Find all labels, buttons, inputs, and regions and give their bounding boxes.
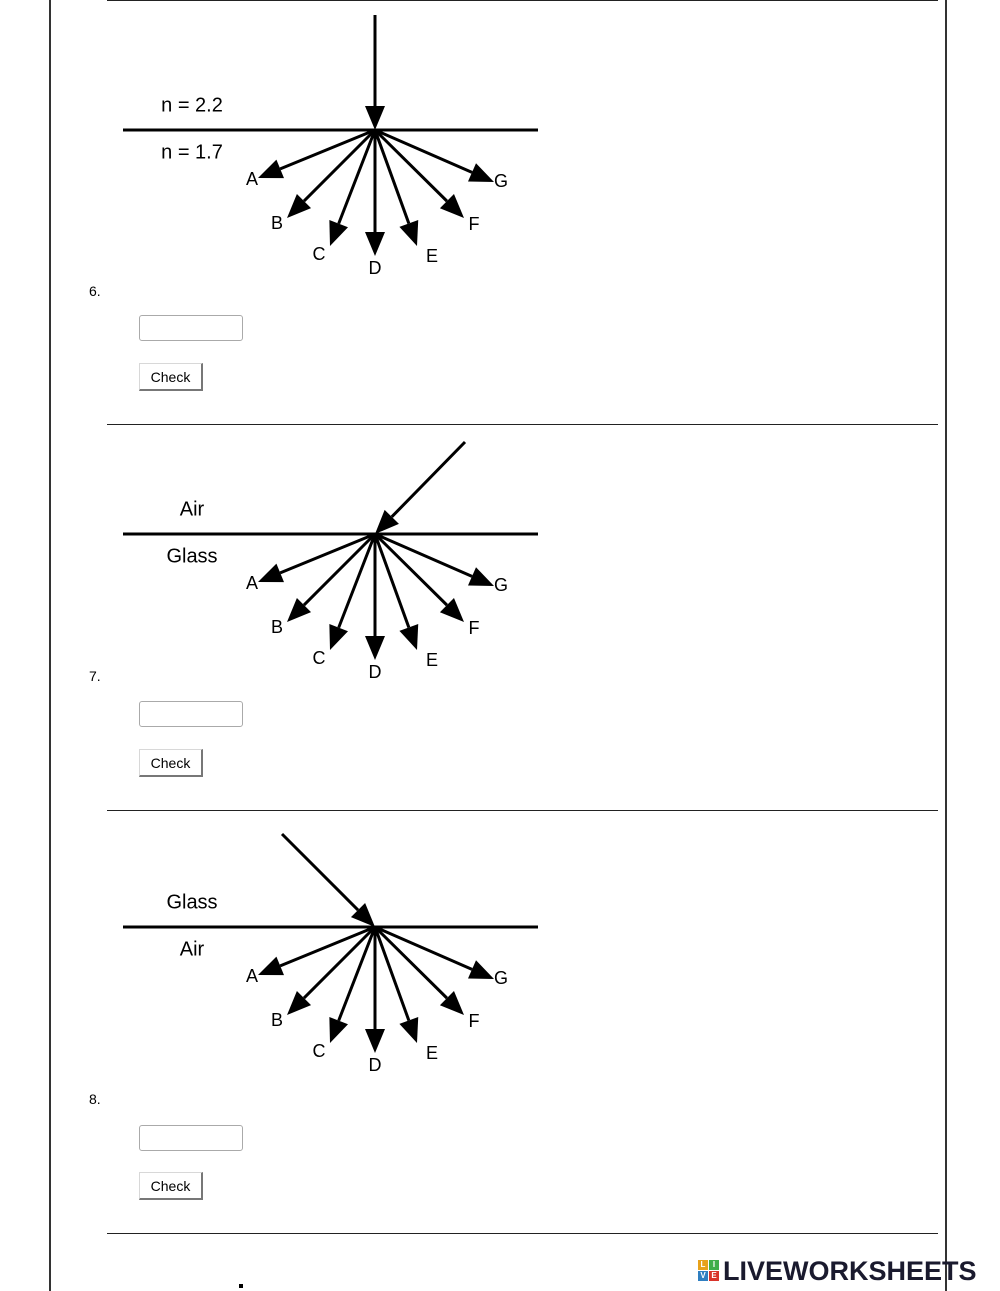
ray-option-a [258,130,375,178]
refraction-diagram-7 [120,404,545,694]
top-medium-label: n = 2.2 [161,94,223,117]
ray-label-d: D [368,1054,382,1075]
ray-label-b: B [270,212,284,233]
ray-label-e: E [425,649,439,670]
top-medium-label: Air [179,498,205,521]
liveworksheets-logo-icon [698,1260,720,1282]
logo-mark-tile: I [709,1260,719,1270]
check-button[interactable]: Check [139,749,203,777]
question-number: 8. [89,1091,101,1107]
ray-label-f: F [468,617,480,638]
ray-label-g: G [493,574,509,595]
ray-label-g: G [493,170,509,191]
logo-mark-tile: L [698,1260,708,1270]
divider-bottom [107,1233,938,1234]
logo-mark-tile: V [698,1271,708,1281]
page-border-right [945,0,947,1291]
ray-option-g [375,130,494,182]
ray-label-c: C [312,1040,326,1061]
ray-option-b [287,927,375,1015]
ray-option-f [375,130,464,218]
ray-label-b: B [270,616,284,637]
ray-label-g: G [493,967,509,988]
brand-name: LIVEWORKSHEETS [723,1255,977,1286]
ray-option-g [375,534,494,586]
liveworksheets-logo [698,1256,977,1286]
ray-label-d: D [368,257,382,278]
ray-option-b [287,534,375,622]
incident-ray [375,442,465,534]
ray-label-c: C [312,647,326,668]
page-border-left [49,0,51,1291]
check-button[interactable]: Check [139,363,203,391]
page-mark [239,1284,243,1288]
logo-mark-tile: E [709,1271,719,1281]
refraction-diagram-6 [120,0,545,290]
ray-option-g [375,927,494,979]
bottom-medium-label: Air [179,938,205,961]
answer-input[interactable] [139,315,243,341]
ray-option-b [287,130,375,218]
incident-ray [365,15,385,130]
question-number: 7. [89,668,101,684]
ray-option-f [375,534,464,622]
ray-label-e: E [425,245,439,266]
answer-input[interactable] [139,701,243,727]
ray-option-a [258,927,375,975]
ray-label-f: F [468,1010,480,1031]
check-button[interactable]: Check [139,1172,203,1200]
ray-label-a: A [245,965,259,986]
answer-input[interactable] [139,1125,243,1151]
top-medium-label: Glass [166,891,218,914]
refraction-diagram-8 [120,797,545,1087]
incident-ray [282,834,375,927]
ray-option-f [375,927,464,1015]
ray-option-a [258,534,375,582]
question-number: 6. [89,283,101,299]
ray-label-e: E [425,1042,439,1063]
bottom-medium-label: n = 1.7 [161,141,223,164]
ray-label-a: A [245,572,259,593]
ray-label-a: A [245,168,259,189]
ray-label-d: D [368,661,382,682]
ray-label-c: C [312,243,326,264]
bottom-medium-label: Glass [166,545,218,568]
ray-label-f: F [468,213,480,234]
ray-label-b: B [270,1009,284,1030]
